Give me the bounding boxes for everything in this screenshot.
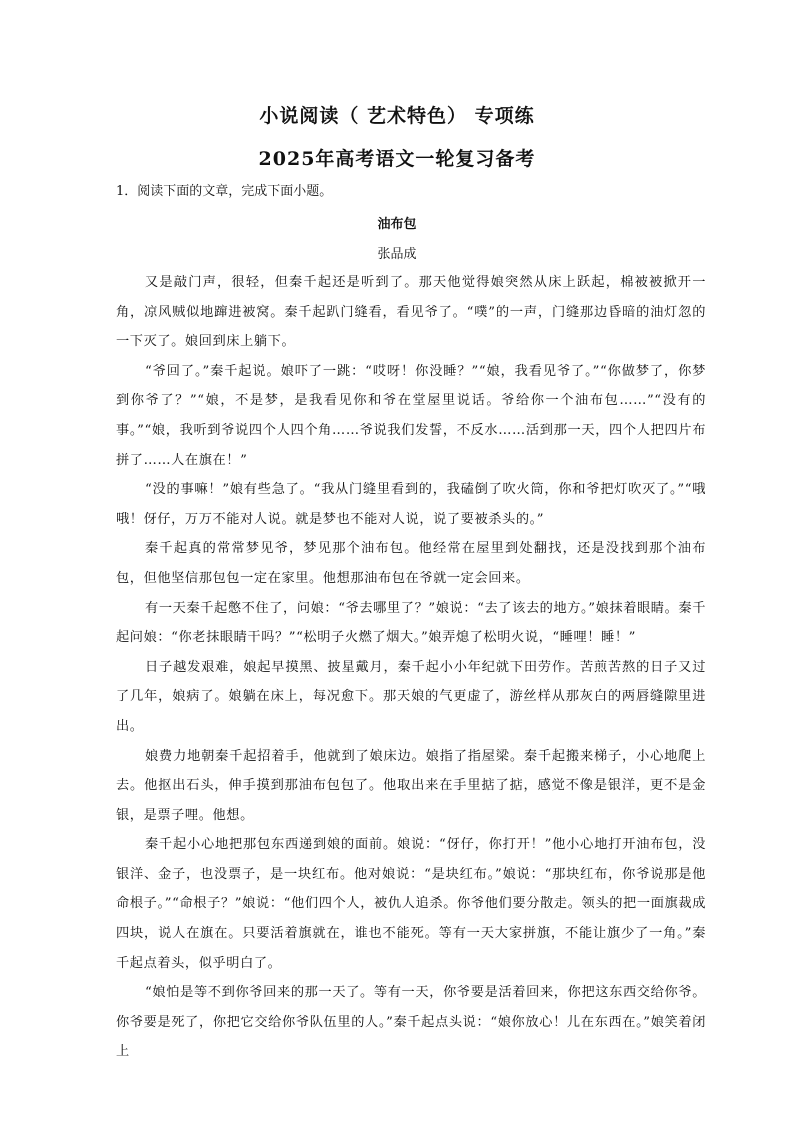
story-body: [116, 268, 706, 1067]
story-paragraph: 娘费力地朝秦千起招着手，他就到了娘床边。娘指了指屋梁。秦千起搬来梯子，小心地爬上去。他抠出石头，伸手摸到那油布包包了。他取出来在手里掂了掂，感觉不像是银洋，更不是金银，是票子哩。他想。: [116, 748, 706, 823]
story-paragraph: “爷回了。”秦千起说。娘吓了一跳：“哎呀！你没睡？”“娘，我看见爷了。”“你做梦了，你梦到你爷了？”“娘，不是梦，是我看见你和爷在堂屋里说话。爷给你一个油布包……”“没有的事。”“娘，我听到爷说四个人四个角……爷说我们发誓，不反水……活到那一天，四个人把四片布拼了……人在旗在！”: [116, 363, 706, 468]
story-paragraph: 日子越发艰难，娘起早摸黑、披星戴月，秦千起小小年纪就下田劳作。苦煎苦熬的日子又过了几年，娘病了。娘躺在床上，每况愈下。那天娘的气更虚了，游丝样从那灰白的两唇缝隙里进出。: [116, 659, 706, 734]
question-instruction: 1．阅读下面的文章，完成下面小题。: [116, 184, 333, 199]
story-title: 油布包: [377, 217, 417, 232]
document-title: 小说阅读（ 艺术特色） 专项练: [259, 105, 535, 127]
story-paragraph: 有一天秦千起憋不住了，问娘：“爷去哪里了？”娘说：“去了该去的地方。”娘抹着眼睛。秦千起问娘：“你老抹眼睛干吗？”“松明子火燃了烟大。”娘弄熄了松明火说，“睡哩！睡！”: [116, 600, 706, 646]
story-paragraph: 又是敲门声，很轻，但秦千起还是听到了。那天他觉得娘突然从床上跃起，棉被被掀开一角，凉风贼似地蹿进被窝。秦千起趴门缝看，看见爷了。“噗”的一声，门缝那边昏暗的油灯忽的一下灭了。娘回到床上躺下。: [116, 275, 706, 350]
story-paragraph: “娘怕是等不到你爷回来的那一天了。等有一天，你爷要是活着回来，你把这东西交给你爷。你爷要是死了，你把它交给你爷队伍里的人。”秦千起点头说：“娘你放心！儿在东西在。”娘笑着闭上: [116, 985, 706, 1060]
story-author: 张品成: [377, 247, 417, 262]
story-paragraph: “没的事嘛！”娘有些急了。“我从门缝里看到的，我磕倒了吹火筒，你和爷把灯吹灭了。”“哦哦！伢仔，万万不能对人说。就是梦也不能对人说，说了要被杀头的。”: [116, 482, 706, 527]
story-paragraph: 秦千起真的常常梦见爷，梦见那个油布包。他经常在屋里到处翻找，还是没找到那个油布包，但他坚信那包包一定在家里。他想那油布包在爷就一定会回来。: [116, 541, 706, 586]
document-subtitle: 2025年高考语文一轮复习备考: [258, 148, 536, 170]
story-paragraph: 秦千起小心地把那包东西递到娘的面前。娘说：“伢仔，你打开！”他小心地打开油布包，没银洋、金子，也没票子，是一块红布。他对娘说：“是块红布。”娘说：“那块红布，你爷说那是他命根子。”“命根子？”娘说：“他们四个人，被仇人追杀。你爷他们要分散走。领头的把一面旗裁成四块，说人在旗在。只要活着旗就在，谁也不能死。等有一天大家拼旗，不能让旗少了一角。”秦千起点着头，似乎明白了。: [116, 837, 706, 971]
